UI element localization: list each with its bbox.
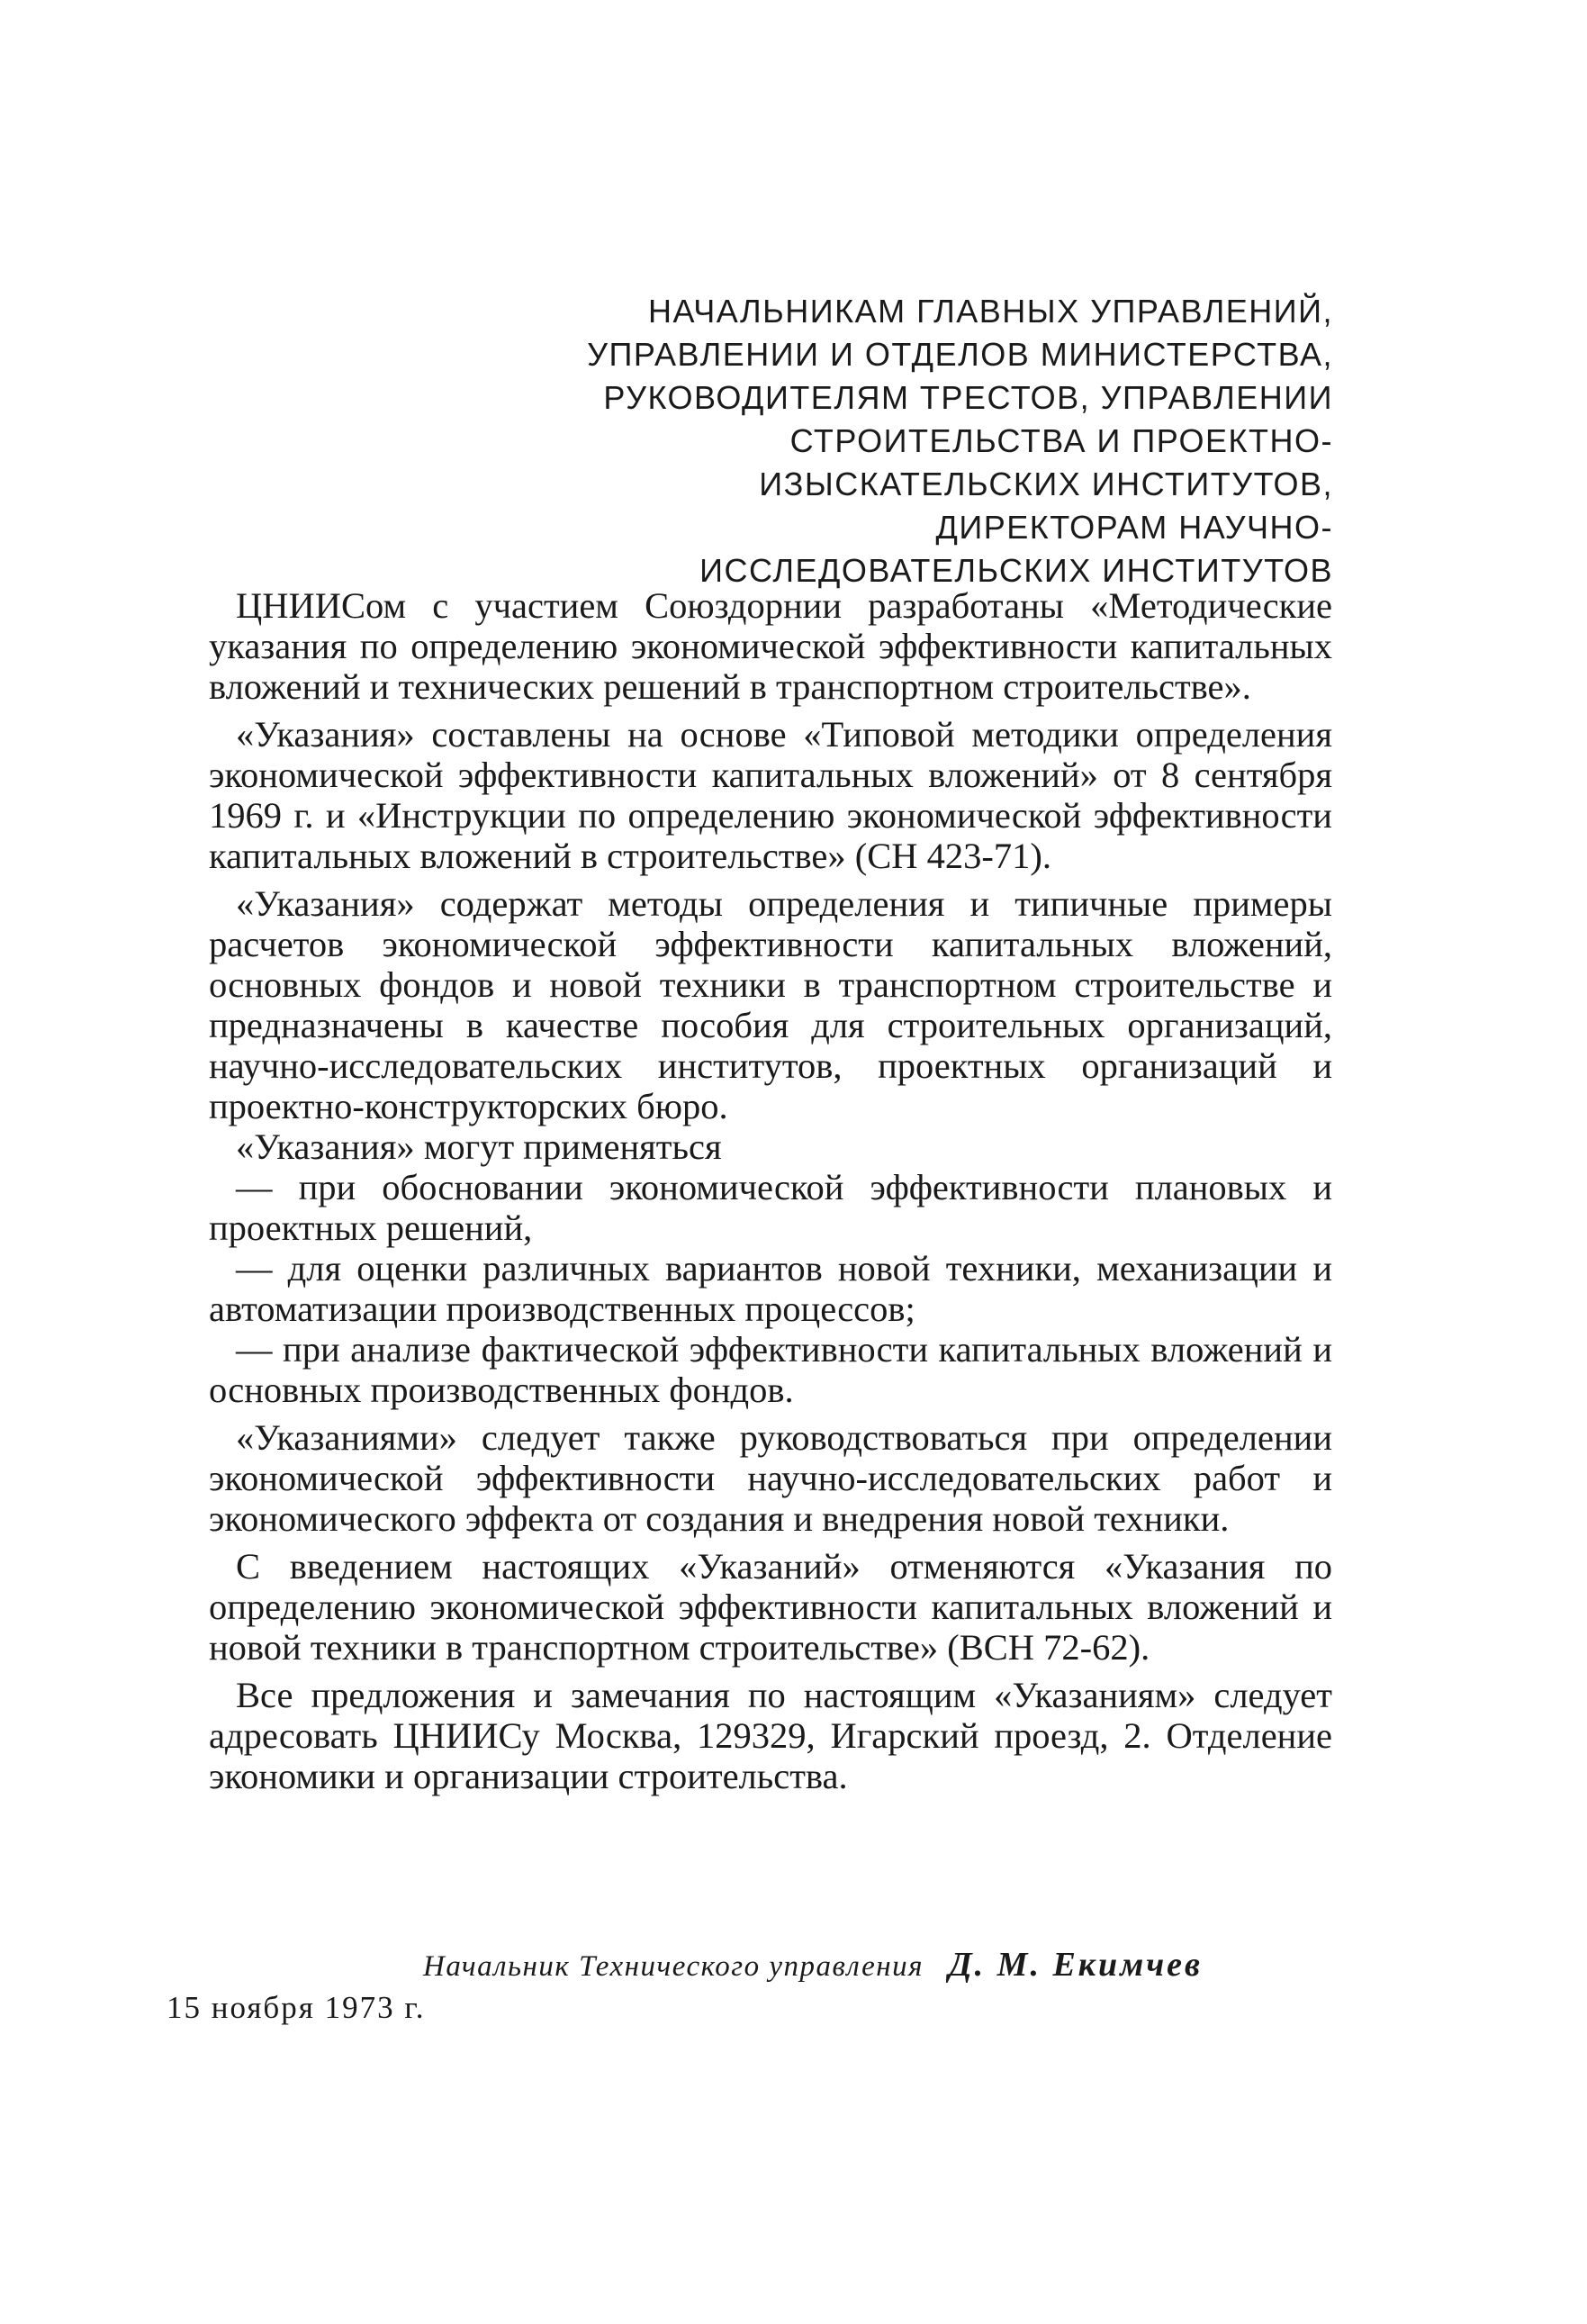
body-paragraph: «Указаниями» следует также руководствоваться при определении экономической эффективности научно-исследовательских работ и экономического эффекта от создания и внедрения новой техники. [209,1417,1332,1539]
list-item: — при анализе фактической эффективности капитальных вложений и основных производственных фондов. [209,1329,1332,1410]
list-item: — для оценки различных вариантов новой техники, механизации и автоматизации производственных процессов; [209,1248,1332,1329]
addressee-line: НАЧАЛЬНИКАМ ГЛАВНЫХ УПРАВЛЕНИЙ, [648,293,1333,330]
signatory-position: Начальник Технического управления [423,1950,924,1983]
body-paragraph: ЦНИИСом с участием Союздорнии разработаны «Методические указания по определению экономической эффективности капитальных вложений и технических решений в транспортном строительстве». [209,585,1332,707]
addressee-line: ИЗЫСКАТЕЛЬСКИХ ИНСТИТУТОВ, [759,466,1333,502]
document-date: 15 ноября 1973 г. [167,1990,426,2025]
addressee-line: СТРОИТЕЛЬСТВА И ПРОЕКТНО- [789,422,1333,459]
addressee-block [343,290,1333,592]
body-paragraph: Все предложения и замечания по настоящим «Указаниям» следует адресовать ЦНИИСу Москва, 129329, Игарский проезд, 2. Отделение экономики и организации строительства. [209,1675,1332,1796]
body-paragraph: «Указания» могут применяться [236,1126,722,1167]
list-item: — при обосновании экономической эффективности плановых и проектных решений, [209,1167,1332,1248]
body-paragraph: «Указания» содержат методы определения и типичные примеры расчетов экономической эффективности капитальных вложений, основных фондов и новой техники в транспортном строительстве и предназначены в качестве пособия для строительных организаций, научно-исследовательских институтов, проектных организаций и проектно-конструкторских бюро. [209,883,1332,1126]
addressee-line: РУКОВОДИТЕЛЯМ ТРЕСТОВ, УПРАВЛЕНИИ [603,379,1333,416]
signature-block [423,1945,1203,1985]
letter-body [209,585,1332,1804]
body-paragraph: С введением настоящих «Указаний» отменяются «Указания по определению экономической эффективности капитальных вложений и новой техники в транспортном строительстве» (ВСН 72-62). [209,1546,1332,1668]
addressee-line: ДИРЕКТОРАМ НАУЧНО- [935,509,1333,546]
addressee-line: УПРАВЛЕНИИ И ОТДЕЛОВ МИНИСТЕРСТВА, [587,336,1333,373]
body-paragraph: «Указания» составлены на основе «Типовой методики определения экономической эффективности капитальных вложений» от 8 сентября 1969 г. и «Инструкции по определению экономической эффективности капитальных вложений в строительстве» (СН 423-71). [209,714,1332,876]
addressee-line: ИССЛЕДОВАТЕЛЬСКИХ ИНСТИТУТОВ [699,552,1333,589]
signatory-name: Д. М. Екимчев [948,1946,1204,1984]
